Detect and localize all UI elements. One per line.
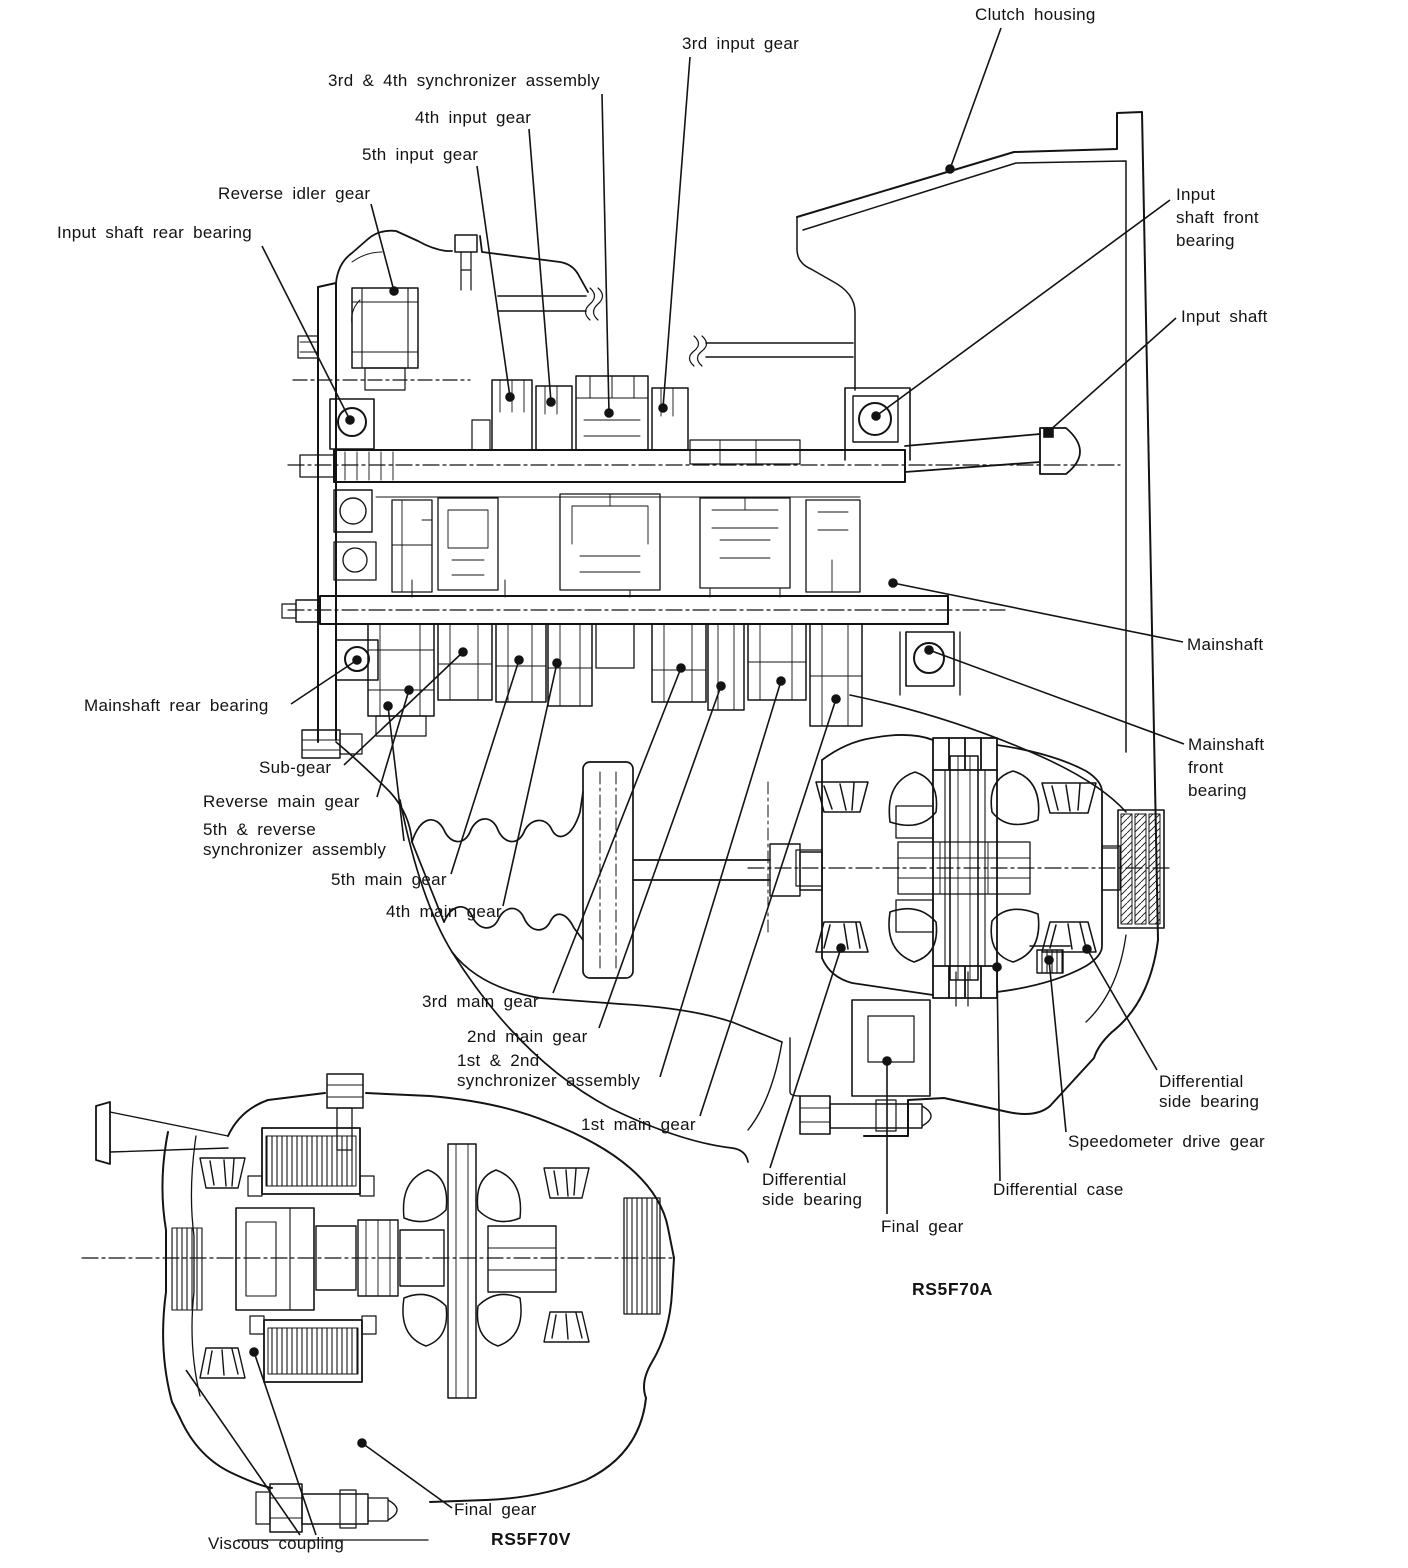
gear-mesh-details: [334, 494, 860, 597]
label-input-shaft: Input shaft: [1181, 307, 1268, 326]
label-final-gear-main: Final gear: [881, 1217, 964, 1236]
mainshaft-assembly: [282, 596, 1005, 758]
label-5th-input-gear: 5th input gear: [362, 145, 479, 164]
label-3rd-main-gear: 3rd main gear: [422, 992, 539, 1011]
label-input-shaft-rear-bearing: Input shaft rear bearing: [57, 223, 252, 242]
leader-4th-input-gear: [529, 129, 555, 406]
mainshaft-front-bearing: [900, 632, 960, 695]
leader-2nd-main-gear: [599, 682, 725, 1028]
label-5th-reverse-synchronizer: 5th & reverse synchronizer assembly: [203, 820, 387, 860]
leader-clutch-housing: [946, 28, 1001, 173]
label-3rd-input-gear: 3rd input gear: [682, 34, 800, 53]
leader-3rd-4th-synchronizer: [602, 94, 613, 417]
leader-reverse-main-gear: [377, 686, 413, 797]
label-final-gear-viscous: Final gear: [454, 1500, 537, 1519]
label-differential-side-bearing-right: Differential side bearing: [1159, 1072, 1260, 1112]
mainshaft-gear-cluster: [368, 624, 862, 736]
label-clutch-housing: Clutch housing: [975, 5, 1096, 24]
leader-input-shaft: [1044, 318, 1176, 437]
label-2nd-main-gear: 2nd main gear: [467, 1027, 588, 1046]
label-mainshaft: Mainshaft: [1187, 635, 1264, 654]
label-4th-input-gear: 4th input gear: [415, 108, 532, 127]
viscous-bearings-and-seals: [172, 1158, 660, 1378]
label-differential-side-bearing-left: Differential side bearing: [762, 1170, 863, 1210]
label-1st-main-gear: 1st main gear: [581, 1115, 696, 1134]
label-reverse-main-gear: Reverse main gear: [203, 792, 360, 811]
leader-1st-2nd-synchronizer: [660, 677, 785, 1077]
viscous-differential-gears: [403, 1144, 556, 1398]
mainshaft-end-nut: [302, 730, 362, 758]
leader-sub-gear: [344, 648, 467, 765]
leader-input-shaft-rear-bearing: [262, 246, 354, 424]
leader-5th-reverse-synchronizer: [384, 702, 404, 841]
viscous-bottom-bolt: [256, 1484, 397, 1532]
leader-viscous-coupling: [186, 1348, 316, 1535]
leader-mainshaft-front-bearing: [925, 646, 1184, 744]
label-1st-2nd-synchronizer: 1st & 2nd synchronizer assembly: [457, 1051, 641, 1091]
label-4th-main-gear: 4th main gear: [386, 902, 502, 921]
viscous-housing-outline: [96, 1093, 674, 1540]
label-mainshaft-rear-bearing: Mainshaft rear bearing: [84, 696, 269, 715]
label-3rd-4th-synchronizer: 3rd & 4th synchronizer assembly: [328, 71, 600, 90]
label-differential-case: Differential case: [993, 1180, 1124, 1199]
label-input-shaft-front-bearing: Input shaft front bearing: [1176, 185, 1259, 250]
label-model-rs5f70a: RS5F70A: [912, 1279, 994, 1299]
label-mainshaft-front-bearing: Mainshaft front bearing: [1188, 735, 1265, 800]
differential-assembly: [748, 695, 1170, 1006]
gearcase-left-wall: [298, 231, 588, 742]
leader-differential-case: [993, 963, 1001, 1181]
leader-reverse-idler-gear: [371, 204, 398, 295]
viscous-unit-drawing: [82, 1074, 676, 1540]
label-viscous-coupling: Viscous coupling: [208, 1534, 345, 1553]
axle-seal-and-lower-case: [864, 810, 1164, 1136]
label-model-rs5f70v: RS5F70V: [491, 1529, 572, 1549]
shift-rods: [498, 288, 853, 366]
main-unit-drawing: [282, 112, 1170, 1162]
leader-1st-main-gear: [700, 695, 840, 1116]
leader-3rd-input-gear: [659, 57, 690, 412]
speedometer-housing-and-bolt: [790, 1000, 931, 1134]
reverse-idler-gear: [293, 288, 470, 390]
label-speedometer-drive-gear: Speedometer drive gear: [1068, 1132, 1265, 1151]
label-reverse-idler-gear: Reverse idler gear: [218, 184, 371, 203]
drive-shaft-boot: [336, 742, 822, 1162]
label-5th-main-gear: 5th main gear: [331, 870, 447, 889]
leader-lines: [186, 28, 1184, 1535]
viscous-coupling-plates: [248, 1128, 376, 1382]
leader-5th-input-gear: [477, 166, 514, 401]
label-sub-gear: Sub-gear: [259, 758, 332, 777]
input-shaft-assembly: [288, 376, 1120, 532]
